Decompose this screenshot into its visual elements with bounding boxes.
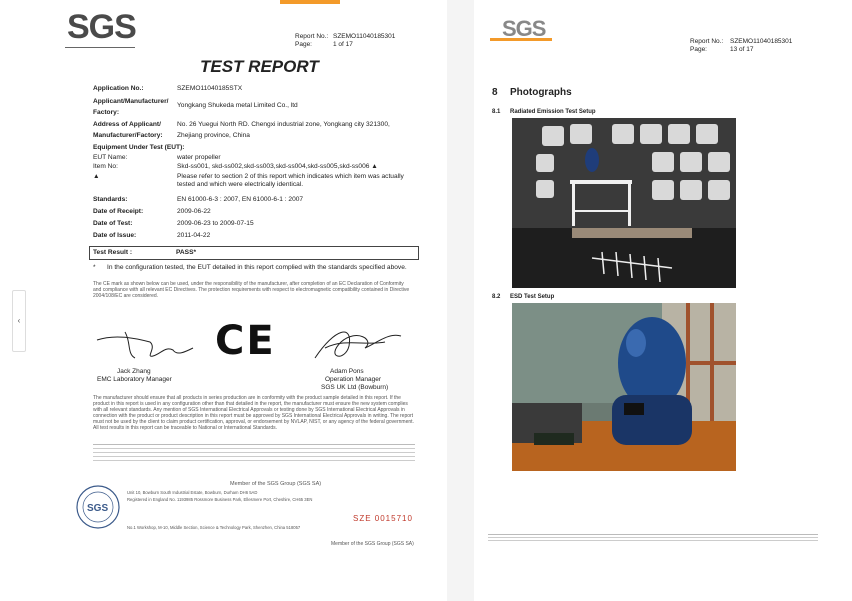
sub1-title: Radiated Emission Test Setup bbox=[510, 109, 596, 115]
result-value: PASS* bbox=[176, 249, 197, 256]
accent-bar bbox=[280, 0, 340, 4]
page-gutter bbox=[447, 0, 474, 601]
receipt-label: Date of Receipt: bbox=[93, 208, 144, 215]
section-number: 8 bbox=[492, 87, 498, 98]
sgs-seal bbox=[75, 484, 121, 530]
member-1: Member of the SGS Group (SGS SA) bbox=[230, 481, 322, 487]
field-value: Zhejiang province, China bbox=[177, 132, 250, 139]
section-title: Photographs bbox=[510, 87, 572, 98]
report-title: TEST REPORT bbox=[200, 57, 319, 76]
svg-text:SGS: SGS bbox=[87, 503, 109, 514]
field-value: Yongkang Shukeda metal Limited Co., ltd bbox=[177, 102, 298, 109]
sig2-title: Operation Manager bbox=[325, 376, 382, 383]
eut-name: water propeller bbox=[177, 154, 221, 161]
disclaimer: The manufacturer should ensure that all products in series production are in conformity with the product sample detailed in this report. If the product in this report is used in any configuration other than that detailed in the report, the manufacturer must ensure the new system complies with all relevant standards. Any mention of SGS International Electrical Approvals or testing done by SGS International Electrical Approvals in connection with the product or product description in this report must be approved by SGS International Electrical Approvals in writing. The report must not be used by the client to claim product certification, approval, or endorsement by NVLAP, NIST, or any agency of the federal government. All test results in this report can be traceable to National or International Standards. bbox=[93, 395, 414, 431]
test-date: 2009-06-23 to 2009-07-15 bbox=[177, 220, 254, 227]
member-2: Member of the SGS Group (SGS SA) bbox=[331, 541, 414, 547]
sgs-logo: SGS bbox=[502, 16, 546, 41]
eut-name-label: EUT Name: bbox=[93, 154, 128, 161]
address-2: Registered in England No. 1193985 Rossmore Business Park, Ellesmere Port, Cheshire, CH65 3EN bbox=[127, 497, 313, 502]
issue-label: Date of Issue: bbox=[93, 232, 137, 239]
footer-fine-print bbox=[488, 532, 818, 542]
ce-mark: CE bbox=[215, 318, 276, 364]
issue-date: 2011-04-22 bbox=[177, 232, 211, 239]
sgs-logo: SGS bbox=[67, 8, 136, 46]
sig2-name: Adam Pons bbox=[330, 368, 364, 375]
signature-1 bbox=[95, 328, 195, 364]
report-page-1 bbox=[55, 0, 447, 601]
report-no: SZEMO11040185301 bbox=[730, 38, 793, 45]
sig2-org: SGS UK Ltd (Bowburn) bbox=[321, 384, 389, 391]
standards-label: Standards: bbox=[93, 196, 128, 203]
address-3: No.1 Workshop, M-10, Middle Section, Science & Technology Park, Shenzhen, China 518057 bbox=[127, 525, 301, 530]
report-page-13 bbox=[474, 0, 852, 601]
eut-header: Equipment Under Test (EUT): bbox=[93, 144, 185, 151]
sig1-title: EMC Laboratory Manager bbox=[97, 376, 172, 383]
address-1: Unit 10, Bowburn South Industrial Estate, Bowburn, Durham DH6 5AD bbox=[127, 490, 258, 495]
item-no: Skd-ss001, skd-ss002,skd-ss003,skd-ss004,skd-ss005,skd-ss006 ▲ bbox=[177, 163, 378, 170]
sub2-title: ESD Test Setup bbox=[510, 294, 555, 300]
ce-text: The CE mark as shown below can be used, under the responsibility of the manufacturer, after completion of an EC Declaration of Conformity and compliance with all relevant EC Directives. The protection requirements with respect to electromagnetic compatibility contained in Directive 2004/108/EC are considered. bbox=[93, 281, 410, 299]
footnote: In the configuration tested, the EUT detailed in this report complied with the standards specified above. bbox=[107, 264, 407, 271]
sig1-name: Jack Zhang bbox=[117, 368, 151, 375]
item-note-mark: ▲ bbox=[93, 173, 100, 180]
receipt-date: 2009-06-22 bbox=[177, 208, 211, 215]
field-label: Address of Applicant/ bbox=[93, 121, 161, 128]
fine-print bbox=[93, 441, 415, 467]
page-number: 1 of 17 bbox=[333, 41, 353, 48]
field-label: Application No.: bbox=[93, 85, 144, 92]
field-value: SZEMO11040185STX bbox=[177, 85, 243, 92]
field-value: No. 26 Yuegui North RD. Chengxi industrial zone, Yongkang city 321300, bbox=[177, 121, 390, 128]
previous-arrow-icon[interactable]: ‹ bbox=[12, 290, 26, 352]
sub2-number: 8.2 bbox=[492, 294, 501, 300]
field-label: Manufacturer/Factory: bbox=[93, 132, 163, 139]
esd-test-photo bbox=[512, 303, 736, 471]
radiated-emission-photo bbox=[512, 118, 736, 288]
page-label: Page: bbox=[690, 46, 707, 53]
sub1-number: 8.1 bbox=[492, 109, 501, 115]
report-no-label: Report No.: bbox=[690, 38, 724, 45]
report-no: SZEMO11040185301 bbox=[333, 33, 396, 40]
field-label: Applicant/Manufacturer/ bbox=[93, 98, 169, 105]
item-no-label: Item No: bbox=[93, 163, 118, 170]
serial-number: SZE 0015710 bbox=[353, 514, 413, 523]
signature-2 bbox=[305, 318, 405, 364]
item-note: Please refer to section 2 of this report which indicates which item was actually tested and which were electrically identical. bbox=[177, 173, 404, 188]
footnote-mark: * bbox=[93, 264, 96, 271]
page-number: 13 of 17 bbox=[730, 46, 754, 53]
field-label: Factory: bbox=[93, 109, 120, 116]
page-label: Page: bbox=[295, 41, 312, 48]
result-box bbox=[89, 246, 419, 260]
standards: EN 61000-6-3 : 2007, EN 61000-6-1 : 2007 bbox=[177, 196, 304, 203]
test-date-label: Date of Test: bbox=[93, 220, 133, 227]
result-label: Test Result : bbox=[93, 249, 133, 256]
report-no-label: Report No.: bbox=[295, 33, 329, 40]
